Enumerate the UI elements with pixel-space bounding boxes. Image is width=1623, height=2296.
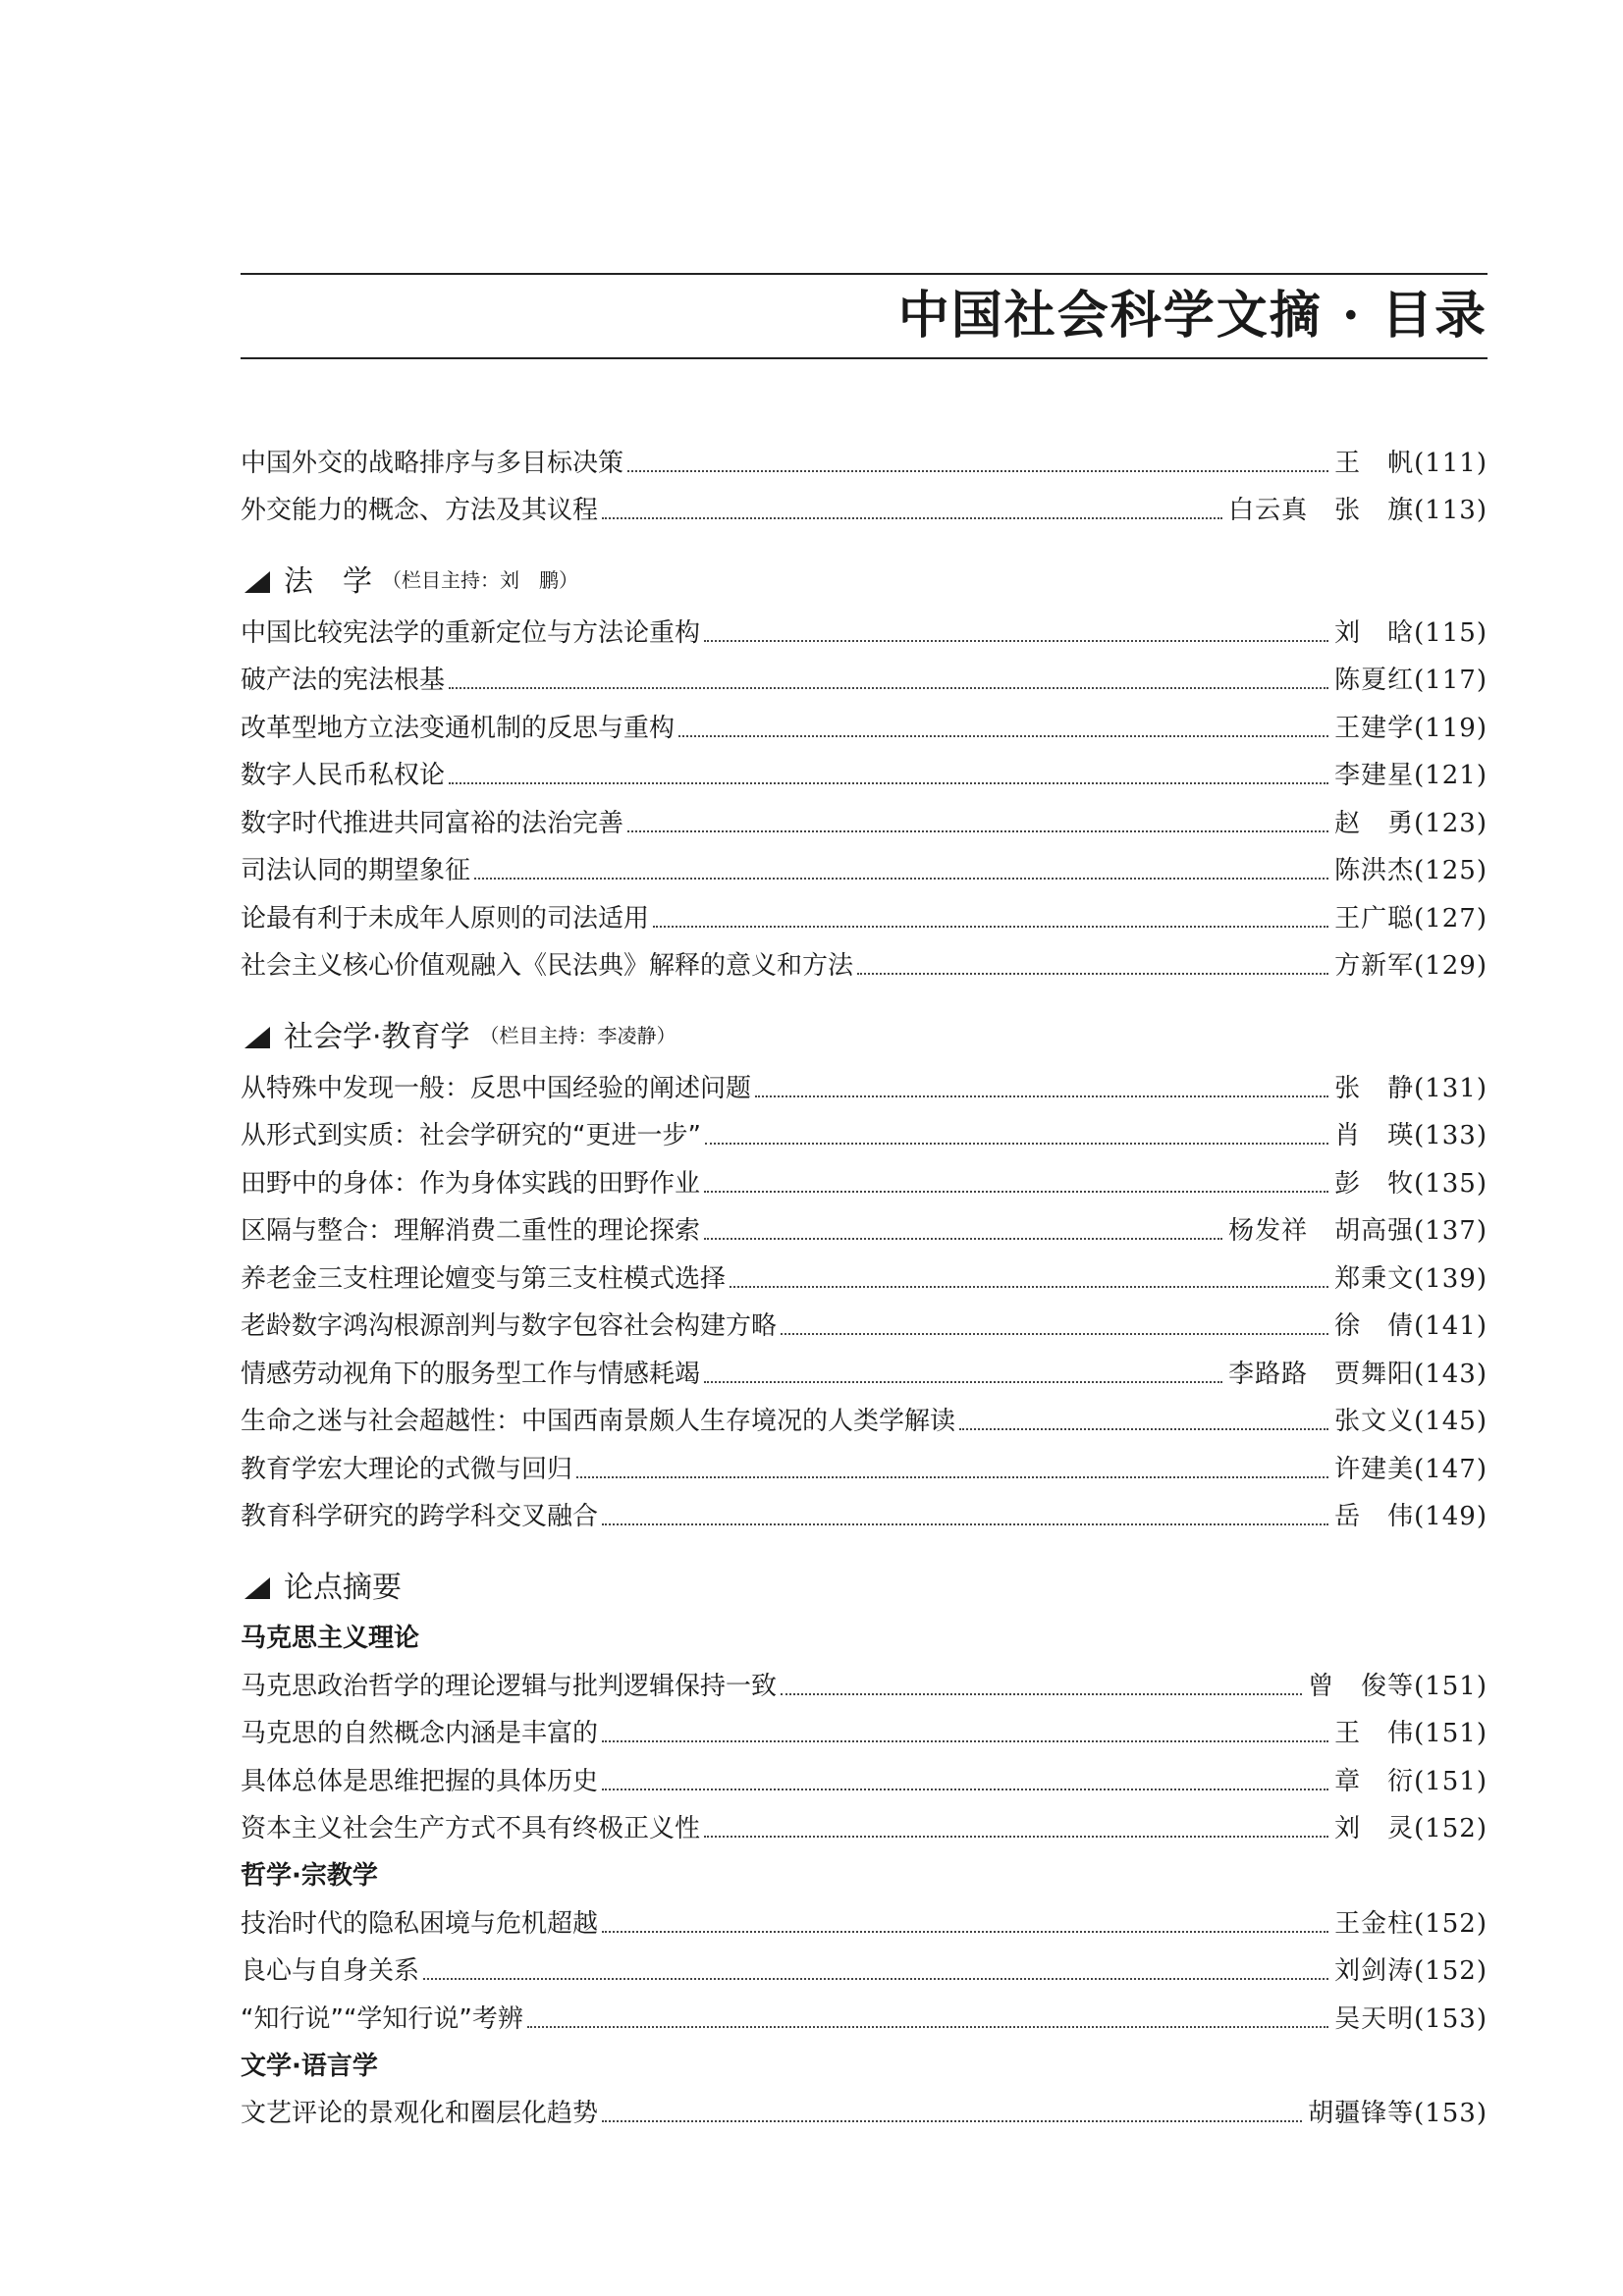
subsection-heading: 哲学·宗教学: [241, 1861, 378, 1891]
dot-leader: [627, 830, 1328, 832]
page-title: 中国社会科学文摘 · 目录: [897, 286, 1488, 346]
toc-entry[interactable]: [241, 1201, 1488, 1249]
dot-leader: [781, 1693, 1302, 1695]
dot-leader: [857, 973, 1328, 975]
entry-title: 中国比较宪法学的重新定位与方法论重构: [241, 617, 701, 648]
section-title: 论点摘要: [284, 1571, 402, 1605]
entry-title: 情感劳动视角下的服务型工作与情感耗竭: [241, 1359, 701, 1389]
entry-author-page: 李建星(121): [1334, 761, 1488, 790]
dot-leader: [705, 1143, 1328, 1145]
entry-title: 从特殊中发现一般：反思中国经验的阐述问题: [241, 1073, 752, 1103]
dot-leader: [602, 2120, 1302, 2122]
entry-title: 从形式到实质：社会学研究的“更进一步”: [241, 1121, 701, 1150]
section-editor-note: （栏目主持：李凌静）: [479, 1024, 676, 1047]
entry-author-page: 李路路 贾舞阳(143): [1228, 1359, 1488, 1389]
triangle-icon: [244, 1577, 270, 1599]
toc-entry[interactable]: [241, 1655, 1488, 1703]
dot-leader: [781, 1333, 1328, 1335]
entry-author-page: 徐 倩(141): [1334, 1311, 1488, 1341]
dot-leader: [653, 926, 1328, 928]
toc-entry[interactable]: [241, 1798, 1488, 1846]
entry-title: 区隔与整合：理解消费二重性的理论探索: [241, 1216, 701, 1246]
section-law: [241, 551, 1488, 983]
entry-title: 老龄数字鸿沟根源剖判与数字包容社会构建方略: [241, 1311, 778, 1341]
dot-leader: [602, 1740, 1328, 1742]
section-heading: [241, 551, 1488, 602]
entry-title: 具体总体是思维把握的具体历史: [241, 1766, 599, 1796]
toc-entry[interactable]: [241, 1248, 1488, 1296]
entry-author-page: 方新军(129): [1334, 951, 1488, 981]
toc-entry[interactable]: [241, 1152, 1488, 1201]
toc-entry[interactable]: [241, 1343, 1488, 1391]
toc-entry[interactable]: [241, 2083, 1488, 2131]
toc-entry[interactable]: [241, 840, 1488, 888]
dot-leader: [576, 1476, 1328, 1478]
subsection-heading: 文学·语言学: [241, 2051, 378, 2081]
section-heading: [241, 1006, 1488, 1057]
entry-author-page: 王 帆(111): [1334, 448, 1488, 478]
entry-title: 良心与自身关系: [241, 1956, 420, 1986]
entry-title: 生命之迷与社会超越性：中国西南景颇人生存境况的人类学解读: [241, 1407, 956, 1436]
entry-title: 教育学宏大理论的式微与回归: [241, 1454, 573, 1484]
entry-author-page: 王 伟(151): [1334, 1719, 1488, 1748]
toc-entry[interactable]: [241, 432, 1488, 480]
entry-title: 资本主义社会生产方式不具有终极正义性: [241, 1814, 701, 1843]
toc-entry[interactable]: [241, 1486, 1488, 1534]
entry-title: 论最有利于未成年人原则的司法适用: [241, 903, 650, 934]
entry-author-page: 白云真 张 旗(113): [1228, 496, 1488, 525]
dot-leader: [704, 1191, 1328, 1193]
dot-leader: [474, 878, 1328, 880]
entry-author-page: 郑秉文(139): [1334, 1263, 1488, 1294]
entry-title: 破产法的宪法根基: [241, 666, 446, 695]
entry-author-page: 刘 晗(115): [1334, 617, 1488, 648]
dot-leader: [602, 1523, 1328, 1525]
intro-entries: [241, 432, 1488, 527]
section-editor-note: （栏目主持：刘 鹏）: [382, 568, 578, 592]
entry-author-page: 王广聪(127): [1334, 903, 1488, 934]
entry-author-page: 肖 瑛(133): [1334, 1121, 1488, 1150]
toc-entry[interactable]: [241, 887, 1488, 935]
entry-author-page: 彭 牧(135): [1334, 1168, 1488, 1199]
dot-leader: [449, 782, 1328, 784]
triangle-icon: [244, 1027, 270, 1048]
dot-leader: [527, 2026, 1328, 2028]
entry-author-page: 许建美(147): [1334, 1454, 1488, 1484]
entry-author-page: 陈夏红(117): [1334, 666, 1488, 695]
entry-title: 改革型地方立法变通机制的反思与重构: [241, 713, 676, 743]
entry-author-page: 胡疆锋等(153): [1308, 2099, 1488, 2128]
toc-entry[interactable]: [241, 1941, 1488, 1989]
entry-author-page: 吴天明(153): [1334, 2003, 1488, 2034]
dot-leader: [704, 1836, 1328, 1838]
dot-leader: [449, 687, 1328, 689]
toc-entry[interactable]: [241, 650, 1488, 698]
toc-entry[interactable]: [241, 1893, 1488, 1941]
toc-entry[interactable]: [241, 1391, 1488, 1439]
entry-title: 数字人民币私权论: [241, 761, 446, 790]
dot-leader: [423, 1978, 1328, 1980]
entry-author-page: 王建学(119): [1334, 713, 1488, 743]
toc-entry[interactable]: [241, 1057, 1488, 1105]
entry-title: 技治时代的隐私困境与危机超越: [241, 1908, 599, 1939]
entry-author-page: 赵 勇(123): [1334, 808, 1488, 838]
section-sociology-education: [241, 1006, 1488, 1533]
toc-entry[interactable]: [241, 1703, 1488, 1751]
entry-author-page: 陈洪杰(125): [1334, 856, 1488, 885]
entry-author-page: 张文义(145): [1334, 1407, 1488, 1436]
toc-entry[interactable]: [241, 1296, 1488, 1344]
entry-title: 文艺评论的景观化和圈层化趋势: [241, 2099, 599, 2128]
entry-title: 数字时代推进共同富裕的法治完善: [241, 808, 624, 838]
entry-author-page: 王金柱(152): [1334, 1908, 1488, 1939]
dot-leader: [627, 470, 1328, 472]
entry-author-page: 刘 灵(152): [1334, 1814, 1488, 1843]
entry-author-page: 岳 伟(149): [1334, 1502, 1488, 1531]
entry-title: 社会主义核心价值观融入《民法典》解释的意义和方法: [241, 951, 854, 981]
toc-entry[interactable]: [241, 1988, 1488, 2036]
dot-leader: [704, 1238, 1222, 1240]
entry-title: 马克思政治哲学的理论逻辑与批判逻辑保持一致: [241, 1671, 778, 1701]
dot-leader: [602, 1931, 1328, 1933]
entry-author-page: 杨发祥 胡高强(137): [1228, 1216, 1488, 1246]
entry-title: 养老金三支柱理论嬗变与第三支柱模式选择: [241, 1263, 727, 1294]
toc-entry[interactable]: [241, 745, 1488, 793]
dot-leader: [959, 1428, 1328, 1430]
section-heading: [241, 1557, 1488, 1608]
page-header: [241, 273, 1488, 359]
toc-entry[interactable]: [241, 1438, 1488, 1486]
toc-entry[interactable]: [241, 792, 1488, 840]
dot-leader: [602, 1789, 1328, 1790]
toc-content: [241, 432, 1488, 2130]
dot-leader: [602, 517, 1222, 519]
entry-author-page: 章 衍(151): [1334, 1766, 1488, 1796]
toc-entry[interactable]: [241, 935, 1488, 984]
entry-title: “知行说”“学知行说”考辨: [241, 2003, 523, 2034]
entry-author-page: 曾 俊等(151): [1308, 1671, 1488, 1701]
entry-title: 司法认同的期望象征: [241, 856, 471, 885]
entry-author-page: 张 静(131): [1334, 1073, 1488, 1103]
entry-title: 马克思的自然概念内涵是丰富的: [241, 1719, 599, 1748]
toc-entry[interactable]: [241, 602, 1488, 650]
dot-leader: [730, 1286, 1328, 1288]
section-title: 法 学: [284, 564, 372, 599]
dot-leader: [704, 640, 1328, 642]
entry-title: 田野中的身体：作为身体实践的田野作业: [241, 1168, 701, 1199]
section-summary: [241, 1557, 1488, 2130]
entry-title: 外交能力的概念、方法及其议程: [241, 496, 599, 525]
entry-title: 中国外交的战略排序与多目标决策: [241, 448, 624, 478]
subsection-heading: 马克思主义理论: [241, 1624, 420, 1653]
entry-author-page: 刘剑涛(152): [1334, 1956, 1488, 1986]
toc-entry[interactable]: [241, 480, 1488, 528]
entry-title: 教育科学研究的跨学科交叉融合: [241, 1502, 599, 1531]
toc-entry[interactable]: [241, 1750, 1488, 1798]
toc-entry[interactable]: [241, 1105, 1488, 1153]
dot-leader: [678, 735, 1328, 737]
toc-entry[interactable]: [241, 697, 1488, 745]
triangle-icon: [244, 571, 270, 593]
dot-leader: [704, 1381, 1222, 1383]
dot-leader: [755, 1095, 1328, 1097]
section-title: 社会学·教育学: [284, 1020, 470, 1054]
